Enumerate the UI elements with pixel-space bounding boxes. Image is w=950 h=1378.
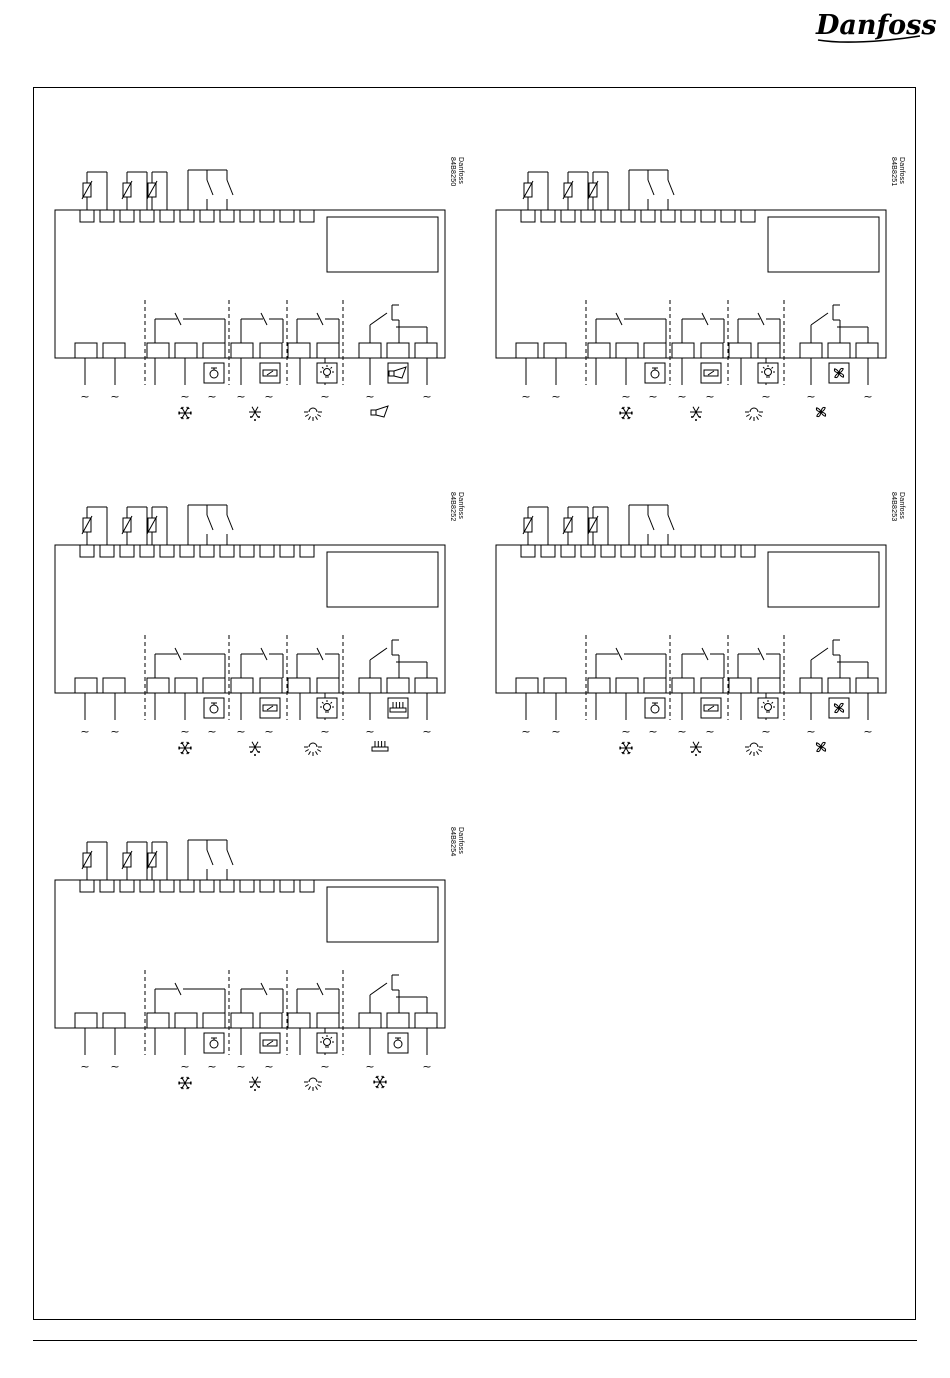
sensor-icon bbox=[563, 172, 588, 210]
power-terminal bbox=[203, 343, 225, 358]
top-terminal bbox=[220, 880, 234, 892]
fan-terminal bbox=[829, 363, 849, 383]
top-terminal bbox=[160, 210, 174, 222]
top-terminal bbox=[681, 210, 695, 222]
power-terminal bbox=[147, 1013, 169, 1028]
top-terminal bbox=[741, 545, 755, 557]
sensor-icon bbox=[523, 507, 548, 545]
power-terminal bbox=[644, 678, 666, 693]
top-terminal bbox=[741, 210, 755, 222]
power-terminal bbox=[672, 343, 694, 358]
digital-input-switches bbox=[188, 170, 233, 210]
power-terminal bbox=[103, 343, 125, 358]
relay-contact bbox=[241, 648, 283, 678]
danfoss-logo bbox=[812, 6, 937, 48]
valve-terminal bbox=[260, 363, 280, 383]
supply-symbol: ~ bbox=[80, 1060, 90, 1073]
power-terminal bbox=[203, 1013, 225, 1028]
top-terminal bbox=[701, 545, 715, 557]
part-number-label: Danfoss 84B8253 bbox=[890, 492, 905, 522]
supply-symbol: ~ bbox=[806, 390, 816, 403]
compressor-terminal bbox=[645, 698, 665, 718]
relay-contact bbox=[682, 648, 724, 678]
supply-symbol: ~ bbox=[761, 390, 771, 403]
power-terminal bbox=[359, 343, 381, 358]
wiring-diagram bbox=[496, 155, 906, 415]
sensor-icon bbox=[147, 507, 167, 545]
supply-symbol: ~ bbox=[551, 725, 561, 738]
wiring-schematic bbox=[496, 490, 906, 750]
top-terminal bbox=[120, 880, 134, 892]
power-terminal bbox=[588, 343, 610, 358]
display-window bbox=[327, 887, 438, 942]
relay-contact bbox=[682, 313, 724, 343]
compressor-terminal bbox=[645, 363, 665, 383]
top-terminal bbox=[200, 210, 214, 222]
top-terminal bbox=[80, 880, 94, 892]
power-terminal bbox=[387, 1013, 409, 1028]
power-terminal bbox=[75, 678, 97, 693]
power-terminal bbox=[359, 678, 381, 693]
power-terminal bbox=[758, 678, 780, 693]
top-terminal bbox=[521, 210, 535, 222]
alarm-relay bbox=[370, 975, 427, 1013]
controller-body bbox=[55, 210, 445, 358]
supply-symbol: ~ bbox=[521, 725, 531, 738]
power-terminal bbox=[317, 678, 339, 693]
power-terminal bbox=[856, 678, 878, 693]
power-terminal bbox=[644, 343, 666, 358]
sensor-icon bbox=[82, 842, 107, 880]
power-terminal bbox=[260, 678, 282, 693]
power-terminal bbox=[828, 343, 850, 358]
top-terminal bbox=[521, 545, 535, 557]
sensor-icon bbox=[122, 842, 147, 880]
part-number-label: Danfoss 84B8250 bbox=[449, 157, 464, 187]
top-terminal bbox=[240, 545, 254, 557]
controller-body bbox=[55, 545, 445, 693]
top-terminal bbox=[100, 210, 114, 222]
part-number-label: Danfoss 84B8251 bbox=[890, 157, 905, 187]
top-terminal bbox=[300, 545, 314, 557]
supply-symbol: ~ bbox=[207, 390, 217, 403]
relay-contact bbox=[155, 313, 225, 343]
wiring-schematic bbox=[55, 490, 465, 750]
top-terminal bbox=[120, 545, 134, 557]
power-terminal bbox=[203, 678, 225, 693]
power-terminal bbox=[288, 678, 310, 693]
top-terminal bbox=[721, 210, 735, 222]
power-terminal bbox=[317, 343, 339, 358]
top-terminal bbox=[280, 545, 294, 557]
power-terminal bbox=[288, 1013, 310, 1028]
supply-symbol: ~ bbox=[705, 725, 715, 738]
top-terminal bbox=[280, 880, 294, 892]
top-terminal bbox=[300, 210, 314, 222]
power-terminal bbox=[231, 1013, 253, 1028]
wiring-schematic bbox=[55, 155, 465, 415]
heater-icon bbox=[372, 741, 388, 751]
supply-symbol: ~ bbox=[207, 1060, 217, 1073]
compressor-terminal bbox=[204, 1033, 224, 1053]
digital-input-switches bbox=[188, 840, 233, 880]
top-terminal bbox=[120, 210, 134, 222]
supply-symbol: ~ bbox=[422, 1060, 432, 1073]
sensor-icon bbox=[588, 507, 608, 545]
power-terminal bbox=[75, 343, 97, 358]
top-terminal bbox=[220, 545, 234, 557]
top-terminal bbox=[641, 210, 655, 222]
heater-terminal bbox=[388, 698, 408, 718]
controller-body bbox=[496, 210, 886, 358]
top-terminal bbox=[701, 210, 715, 222]
top-terminal bbox=[100, 545, 114, 557]
power-terminal bbox=[175, 1013, 197, 1028]
relay-contact bbox=[297, 648, 339, 678]
wiring-diagram bbox=[55, 155, 465, 415]
top-terminal bbox=[240, 210, 254, 222]
sensor-icon bbox=[122, 172, 147, 210]
power-terminal bbox=[701, 343, 723, 358]
power-terminal bbox=[317, 1013, 339, 1028]
supply-symbol: ~ bbox=[677, 725, 687, 738]
power-terminal bbox=[147, 343, 169, 358]
controller-body bbox=[496, 545, 886, 693]
power-terminal bbox=[800, 678, 822, 693]
supply-symbol: ~ bbox=[648, 725, 658, 738]
digital-input-switches bbox=[629, 505, 674, 545]
top-terminal bbox=[80, 210, 94, 222]
relay-contact bbox=[596, 313, 666, 343]
part-number-label: Danfoss 84B8254 bbox=[449, 827, 464, 857]
power-terminal bbox=[260, 343, 282, 358]
supply-symbol: ~ bbox=[207, 725, 217, 738]
supply-symbol: ~ bbox=[236, 725, 246, 738]
top-terminal bbox=[541, 545, 555, 557]
power-terminal bbox=[103, 678, 125, 693]
sensor-icon bbox=[82, 172, 107, 210]
valve-terminal bbox=[260, 1033, 280, 1053]
supply-symbol: ~ bbox=[761, 725, 771, 738]
sensor-icon bbox=[82, 507, 107, 545]
alarm-relay bbox=[811, 640, 868, 678]
supply-symbol: ~ bbox=[677, 390, 687, 403]
top-terminal bbox=[621, 210, 635, 222]
top-terminal bbox=[240, 880, 254, 892]
top-terminal bbox=[180, 545, 194, 557]
lamp-terminal bbox=[317, 698, 337, 718]
top-terminal bbox=[561, 210, 575, 222]
power-terminal bbox=[758, 343, 780, 358]
top-terminal bbox=[280, 210, 294, 222]
supply-symbol: ~ bbox=[264, 725, 274, 738]
power-terminal bbox=[415, 678, 437, 693]
top-terminal bbox=[80, 545, 94, 557]
top-terminal bbox=[260, 210, 274, 222]
power-terminal bbox=[544, 678, 566, 693]
supply-symbol: ~ bbox=[320, 390, 330, 403]
supply-symbol: ~ bbox=[236, 390, 246, 403]
relay-contact bbox=[738, 648, 780, 678]
power-terminal bbox=[359, 1013, 381, 1028]
supply-symbol: ~ bbox=[180, 1060, 190, 1073]
top-terminal bbox=[260, 545, 274, 557]
lamp-terminal bbox=[758, 363, 778, 383]
display-window bbox=[768, 552, 879, 607]
power-terminal bbox=[616, 678, 638, 693]
alarm-relay bbox=[370, 640, 427, 678]
supply-symbol: ~ bbox=[110, 1060, 120, 1073]
compressor-terminal bbox=[204, 698, 224, 718]
supply-symbol: ~ bbox=[621, 725, 631, 738]
supply-symbol: ~ bbox=[80, 725, 90, 738]
sensor-icon bbox=[147, 842, 167, 880]
power-terminal bbox=[729, 343, 751, 358]
valve-terminal bbox=[701, 363, 721, 383]
top-terminal bbox=[581, 545, 595, 557]
display-window bbox=[327, 552, 438, 607]
top-terminal bbox=[561, 545, 575, 557]
supply-symbol: ~ bbox=[320, 1060, 330, 1073]
power-terminal bbox=[387, 678, 409, 693]
supply-symbol: ~ bbox=[320, 725, 330, 738]
supply-symbol: ~ bbox=[806, 725, 816, 738]
power-terminal bbox=[828, 678, 850, 693]
supply-symbol: ~ bbox=[863, 725, 873, 738]
supply-symbol: ~ bbox=[180, 725, 190, 738]
power-terminal bbox=[75, 1013, 97, 1028]
relay-contact bbox=[241, 983, 283, 1013]
controller-body bbox=[55, 880, 445, 1028]
supply-symbol: ~ bbox=[80, 390, 90, 403]
digital-input-switches bbox=[629, 170, 674, 210]
power-terminal bbox=[103, 1013, 125, 1028]
digital-input-switches bbox=[188, 505, 233, 545]
relay-contact bbox=[596, 648, 666, 678]
sensor-icon bbox=[147, 172, 167, 210]
supply-symbol: ~ bbox=[365, 1060, 375, 1073]
top-terminal bbox=[681, 545, 695, 557]
power-terminal bbox=[516, 343, 538, 358]
top-terminal bbox=[581, 210, 595, 222]
top-terminal bbox=[541, 210, 555, 222]
power-terminal bbox=[616, 343, 638, 358]
top-terminal bbox=[180, 210, 194, 222]
top-terminal bbox=[140, 880, 154, 892]
lamp-terminal bbox=[758, 698, 778, 718]
wiring-schematic bbox=[55, 825, 465, 1085]
power-terminal bbox=[729, 678, 751, 693]
power-terminal bbox=[516, 678, 538, 693]
sensor-icon bbox=[563, 507, 588, 545]
wiring-diagram bbox=[55, 825, 465, 1085]
power-terminal bbox=[175, 678, 197, 693]
top-terminal bbox=[661, 545, 675, 557]
top-terminal bbox=[160, 880, 174, 892]
top-terminal bbox=[621, 545, 635, 557]
top-terminal bbox=[200, 545, 214, 557]
part-number-label: Danfoss 84B8252 bbox=[449, 492, 464, 522]
top-terminal bbox=[661, 210, 675, 222]
top-terminal bbox=[200, 880, 214, 892]
supply-symbol: ~ bbox=[365, 390, 375, 403]
relay-contact bbox=[297, 983, 339, 1013]
wiring-diagram bbox=[496, 490, 906, 750]
supply-symbol: ~ bbox=[180, 390, 190, 403]
top-terminal bbox=[100, 880, 114, 892]
power-terminal bbox=[147, 678, 169, 693]
power-terminal bbox=[260, 1013, 282, 1028]
valve-terminal bbox=[701, 698, 721, 718]
power-terminal bbox=[800, 343, 822, 358]
supply-symbol: ~ bbox=[264, 1060, 274, 1073]
sensor-icon bbox=[523, 172, 548, 210]
power-terminal bbox=[175, 343, 197, 358]
supply-symbol: ~ bbox=[365, 725, 375, 738]
power-terminal bbox=[387, 343, 409, 358]
relay-contact bbox=[241, 313, 283, 343]
power-terminal bbox=[588, 678, 610, 693]
sensor-icon bbox=[588, 172, 608, 210]
supply-symbol: ~ bbox=[422, 390, 432, 403]
power-terminal bbox=[231, 343, 253, 358]
relay-contact bbox=[155, 648, 225, 678]
top-terminal bbox=[220, 210, 234, 222]
wiring-schematic bbox=[496, 155, 906, 415]
power-terminal bbox=[672, 678, 694, 693]
lamp-terminal bbox=[317, 1033, 337, 1053]
top-terminal bbox=[601, 210, 615, 222]
wiring-diagram bbox=[55, 490, 465, 750]
lamp-terminal bbox=[317, 363, 337, 383]
relay-contact bbox=[155, 983, 225, 1013]
power-terminal bbox=[415, 1013, 437, 1028]
relay-contact bbox=[297, 313, 339, 343]
compressor-terminal bbox=[388, 1033, 408, 1053]
footer-rule bbox=[33, 1340, 917, 1341]
supply-symbol: ~ bbox=[863, 390, 873, 403]
fan-terminal bbox=[829, 698, 849, 718]
sensor-icon bbox=[122, 507, 147, 545]
top-terminal bbox=[260, 880, 274, 892]
power-terminal bbox=[288, 343, 310, 358]
valve-terminal bbox=[260, 698, 280, 718]
relay-contact bbox=[738, 313, 780, 343]
top-terminal bbox=[140, 545, 154, 557]
top-terminal bbox=[180, 880, 194, 892]
power-terminal bbox=[544, 343, 566, 358]
supply-symbol: ~ bbox=[621, 390, 631, 403]
compressor-terminal bbox=[204, 363, 224, 383]
supply-symbol: ~ bbox=[236, 1060, 246, 1073]
supply-symbol: ~ bbox=[264, 390, 274, 403]
display-window bbox=[768, 217, 879, 272]
supply-symbol: ~ bbox=[422, 725, 432, 738]
supply-symbol: ~ bbox=[648, 390, 658, 403]
supply-symbol: ~ bbox=[705, 390, 715, 403]
power-terminal bbox=[701, 678, 723, 693]
power-terminal bbox=[856, 343, 878, 358]
logo-text: Danfoss bbox=[816, 10, 937, 41]
top-terminal bbox=[721, 545, 735, 557]
supply-symbol: ~ bbox=[110, 725, 120, 738]
supply-symbol: ~ bbox=[551, 390, 561, 403]
horn-terminal bbox=[388, 363, 408, 383]
supply-symbol: ~ bbox=[110, 390, 120, 403]
top-terminal bbox=[300, 880, 314, 892]
power-terminal bbox=[231, 678, 253, 693]
alarm-relay bbox=[370, 305, 427, 343]
supply-symbol: ~ bbox=[521, 390, 531, 403]
top-terminal bbox=[601, 545, 615, 557]
top-terminal bbox=[160, 545, 174, 557]
alarm-relay bbox=[811, 305, 868, 343]
display-window bbox=[327, 217, 438, 272]
power-terminal bbox=[415, 343, 437, 358]
top-terminal bbox=[140, 210, 154, 222]
top-terminal bbox=[641, 545, 655, 557]
